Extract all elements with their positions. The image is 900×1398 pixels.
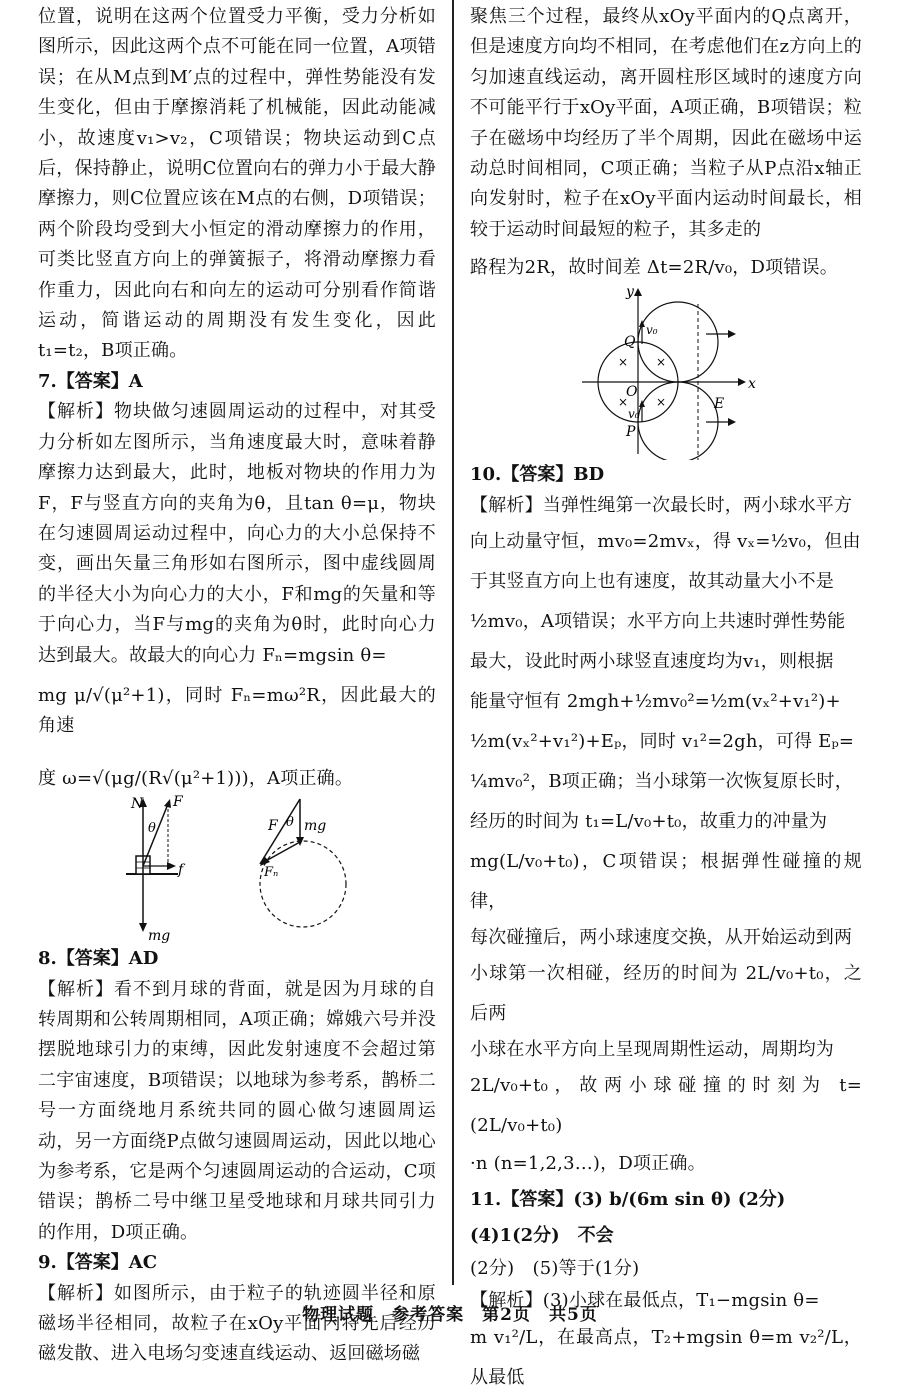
q11-answer-2: (2分) (5)等于(1分) — [470, 1258, 640, 1280]
label-theta: θ — [148, 821, 156, 837]
label-x: x — [748, 375, 756, 392]
label-Q: Q — [624, 333, 636, 350]
label-F: F — [173, 794, 183, 811]
q6-continuation: 位置，说明在这两个位置受力平衡，受力分析如图所示，因此这两个点不可能在同一位置，A项错误；在从M点到M′点的过程中，弹性势能没有发生变化，但由于摩擦消耗了机械能，因此动能减小，故速度v₁>v₂，C项错误；物块运动到C点后，保持静止，说明C位置向右的弹力小于最大静摩擦力，则C位置应该在M点的右侧，D项错误；两个阶段均受到大小恒定的滑动摩擦力的作用，可类比竖直方向上的弹簧振子，将滑动摩擦力看作重力，因此向右和向左的运动可分别看作简谐运动，简谐运动的周期没有发生变化，因此t₁=t₂，B项正确。 — [38, 6, 436, 362]
q10-line-5: 最大，设此时两小球竖直速度均为v₁，则根据 — [470, 651, 834, 673]
q10-line-13: 小球在水平方向上呈现周期性运动，周期均为 — [470, 1039, 834, 1061]
q11-answer: 11.【答案】(3) b/(6m sin θ) (2分) (4)1(2分) 不会 — [470, 1189, 804, 1247]
label-O: O — [626, 383, 638, 400]
label-Fn: Fₙ — [264, 865, 279, 881]
q9-analysis: 【解析】如图所示，由于粒子的轨迹圆半径和原磁场半径相同，故粒子在xOy平面内将先后经历磁发散、进入电场匀变速直线运动、返回磁场磁 — [38, 1282, 436, 1365]
label-y: y — [626, 283, 634, 300]
q11-line-2: m v₁²/L，在最高点，T₂+mgsin θ=m v₂²/L，从最低 — [470, 1327, 862, 1389]
q9-continuation: 聚焦三个过程，最终从xOy平面内的Q点离开，但是速度方向均不相同，在考虑他们在z方向上的匀加速直线运动，离开圆柱形区域时的速度方向不可能平行于xOy平面，A项正确，B项错误；粒子在磁场中均经历了半个周期，因此在磁场中运动总时间相同，C项正确；当粒子从P点沿x轴正向发射时，粒子在xOy平面内运动时间最长，相较于运动时间最短的粒子，其多走的 — [470, 6, 862, 240]
q10-line-8: ¼mv₀²，B项正确；当小球第一次恢复原长时， — [470, 771, 853, 793]
label-theta2: θ — [286, 815, 294, 831]
page-footer: 物理试题 参考答案 第2页 共5页 — [302, 1305, 598, 1325]
right-column — [470, 2, 862, 1398]
label-f: f — [178, 862, 184, 879]
q7-analysis: 【解析】物块做匀速圆周运动的过程中，对其受力分析如左图所示，当角速度最大时，意味着静摩擦力达到最大，此时，地板对物块的作用力为F，F与竖直方向的夹角为θ，且tan θ=μ，物块在匀速圆周运动过程中，向心力的大小总保持不变，画出矢量三角形如右图所示，图中虚线圆周的半径大小为向心力的大小，F和mg的矢量和等于向心力，当F与mg的夹角为θ时，此时向心力达到最大。故最大的向心力 Fₙ=mgsin θ= — [38, 401, 436, 666]
cross-mark: × — [618, 354, 629, 369]
label-P: P — [626, 423, 636, 440]
q10-line-14: 2L/v₀+t₀，故两小球碰撞的时刻为 t=(2L/v₀+t₀) — [470, 1075, 862, 1137]
label-N: N — [131, 796, 144, 813]
q8-analysis: 【解析】看不到月球的背面，就是因为月球的自转周期和公转周期相同，A项正确；嫦娥六号并没摆脱地球引力的束缚，因此发射速度不会超过第二宇宙速度，B项错误；以地球为参考系，鹊桥二号一方面绕地月系统共同的圆心做匀速圆周运动，另一方面绕P点做匀速圆周运动，因此以地心为参考系，它是两个匀速圆周运动的合运动，C项错误；鹊桥二号中继卫星受地球和月球共同引力的作用，D项正确。 — [38, 978, 436, 1243]
cross-mark: × — [656, 354, 667, 369]
q10-line-10: mg(L/v₀+t₀)，C项错误；根据弹性碰撞的规律， — [470, 851, 862, 913]
q9-magnetic-field-diagram — [470, 284, 862, 460]
q10-line-11: 每次碰撞后，两小球速度交换，从开始运动到两 — [470, 927, 853, 949]
q10-line-6: 能量守恒有 2mgh+½mv₀²=½m(vₓ²+v₁²)+ — [470, 691, 841, 713]
q7-answer: 7.【答案】A — [38, 370, 143, 392]
q11-line-1: 【解析】(3)小球在最低点，T₁−mgsin θ= — [470, 1290, 820, 1312]
label-v0-top: v₀ — [646, 322, 658, 337]
q7-equation-1: mg μ/√(μ²+1)，同时 Fₙ=mω²R，因此最大的角速 — [38, 684, 436, 737]
label-mg2: mg — [304, 818, 327, 835]
q10-line-3: 于其竖直方向上也有速度，故其动量大小不是 — [470, 571, 834, 593]
q9-figure — [470, 284, 862, 460]
label-mg: mg — [148, 928, 171, 945]
label-E: E — [714, 395, 725, 412]
cross-mark: × — [618, 394, 629, 409]
q10-line-12: 小球第一次相碰，经历的时间为 2L/v₀+t₀，之后两 — [470, 963, 862, 1025]
q8-answer: 8.【答案】AD — [38, 948, 159, 970]
q7-equation-2: 度 ω=√(μg/(R√(μ²+1)))，A项正确。 — [38, 767, 354, 789]
q10-line-4: ½mv₀，A项错误；水平方向上共速时弹性势能 — [470, 611, 846, 633]
q9-answer: 9.【答案】AC — [38, 1252, 158, 1274]
q10-line-7: ½m(vₓ²+v₁²)+Eₚ，同时 v₁²=2gh，可得 Eₚ= — [470, 731, 855, 753]
column-divider — [452, 0, 454, 1285]
q10-line-15: ·n (n=1,2,3…)，D项正确。 — [470, 1153, 706, 1175]
label-v0-bottom: v₀ — [628, 406, 640, 421]
left-column — [38, 2, 436, 1370]
q10-line-9: 经历的时间为 t₁=L/v₀+t₀，故重力的冲量为 — [470, 811, 828, 833]
label-F2: F — [268, 818, 278, 835]
cross-mark: × — [656, 394, 667, 409]
q10-answer: 10.【答案】BD — [470, 463, 605, 485]
q7-force-diagram — [38, 794, 436, 944]
q7-figure — [38, 794, 436, 944]
q10-line-1: 【解析】当弹性绳第一次最长时，两小球水平方 — [470, 495, 853, 517]
q9-equation: 路程为2R，故时间差 Δt=2R/v₀，D项错误。 — [470, 257, 838, 279]
q10-line-2: 向上动量守恒，mv₀=2mvₓ，得 vₓ=½v₀，但由 — [470, 531, 861, 553]
